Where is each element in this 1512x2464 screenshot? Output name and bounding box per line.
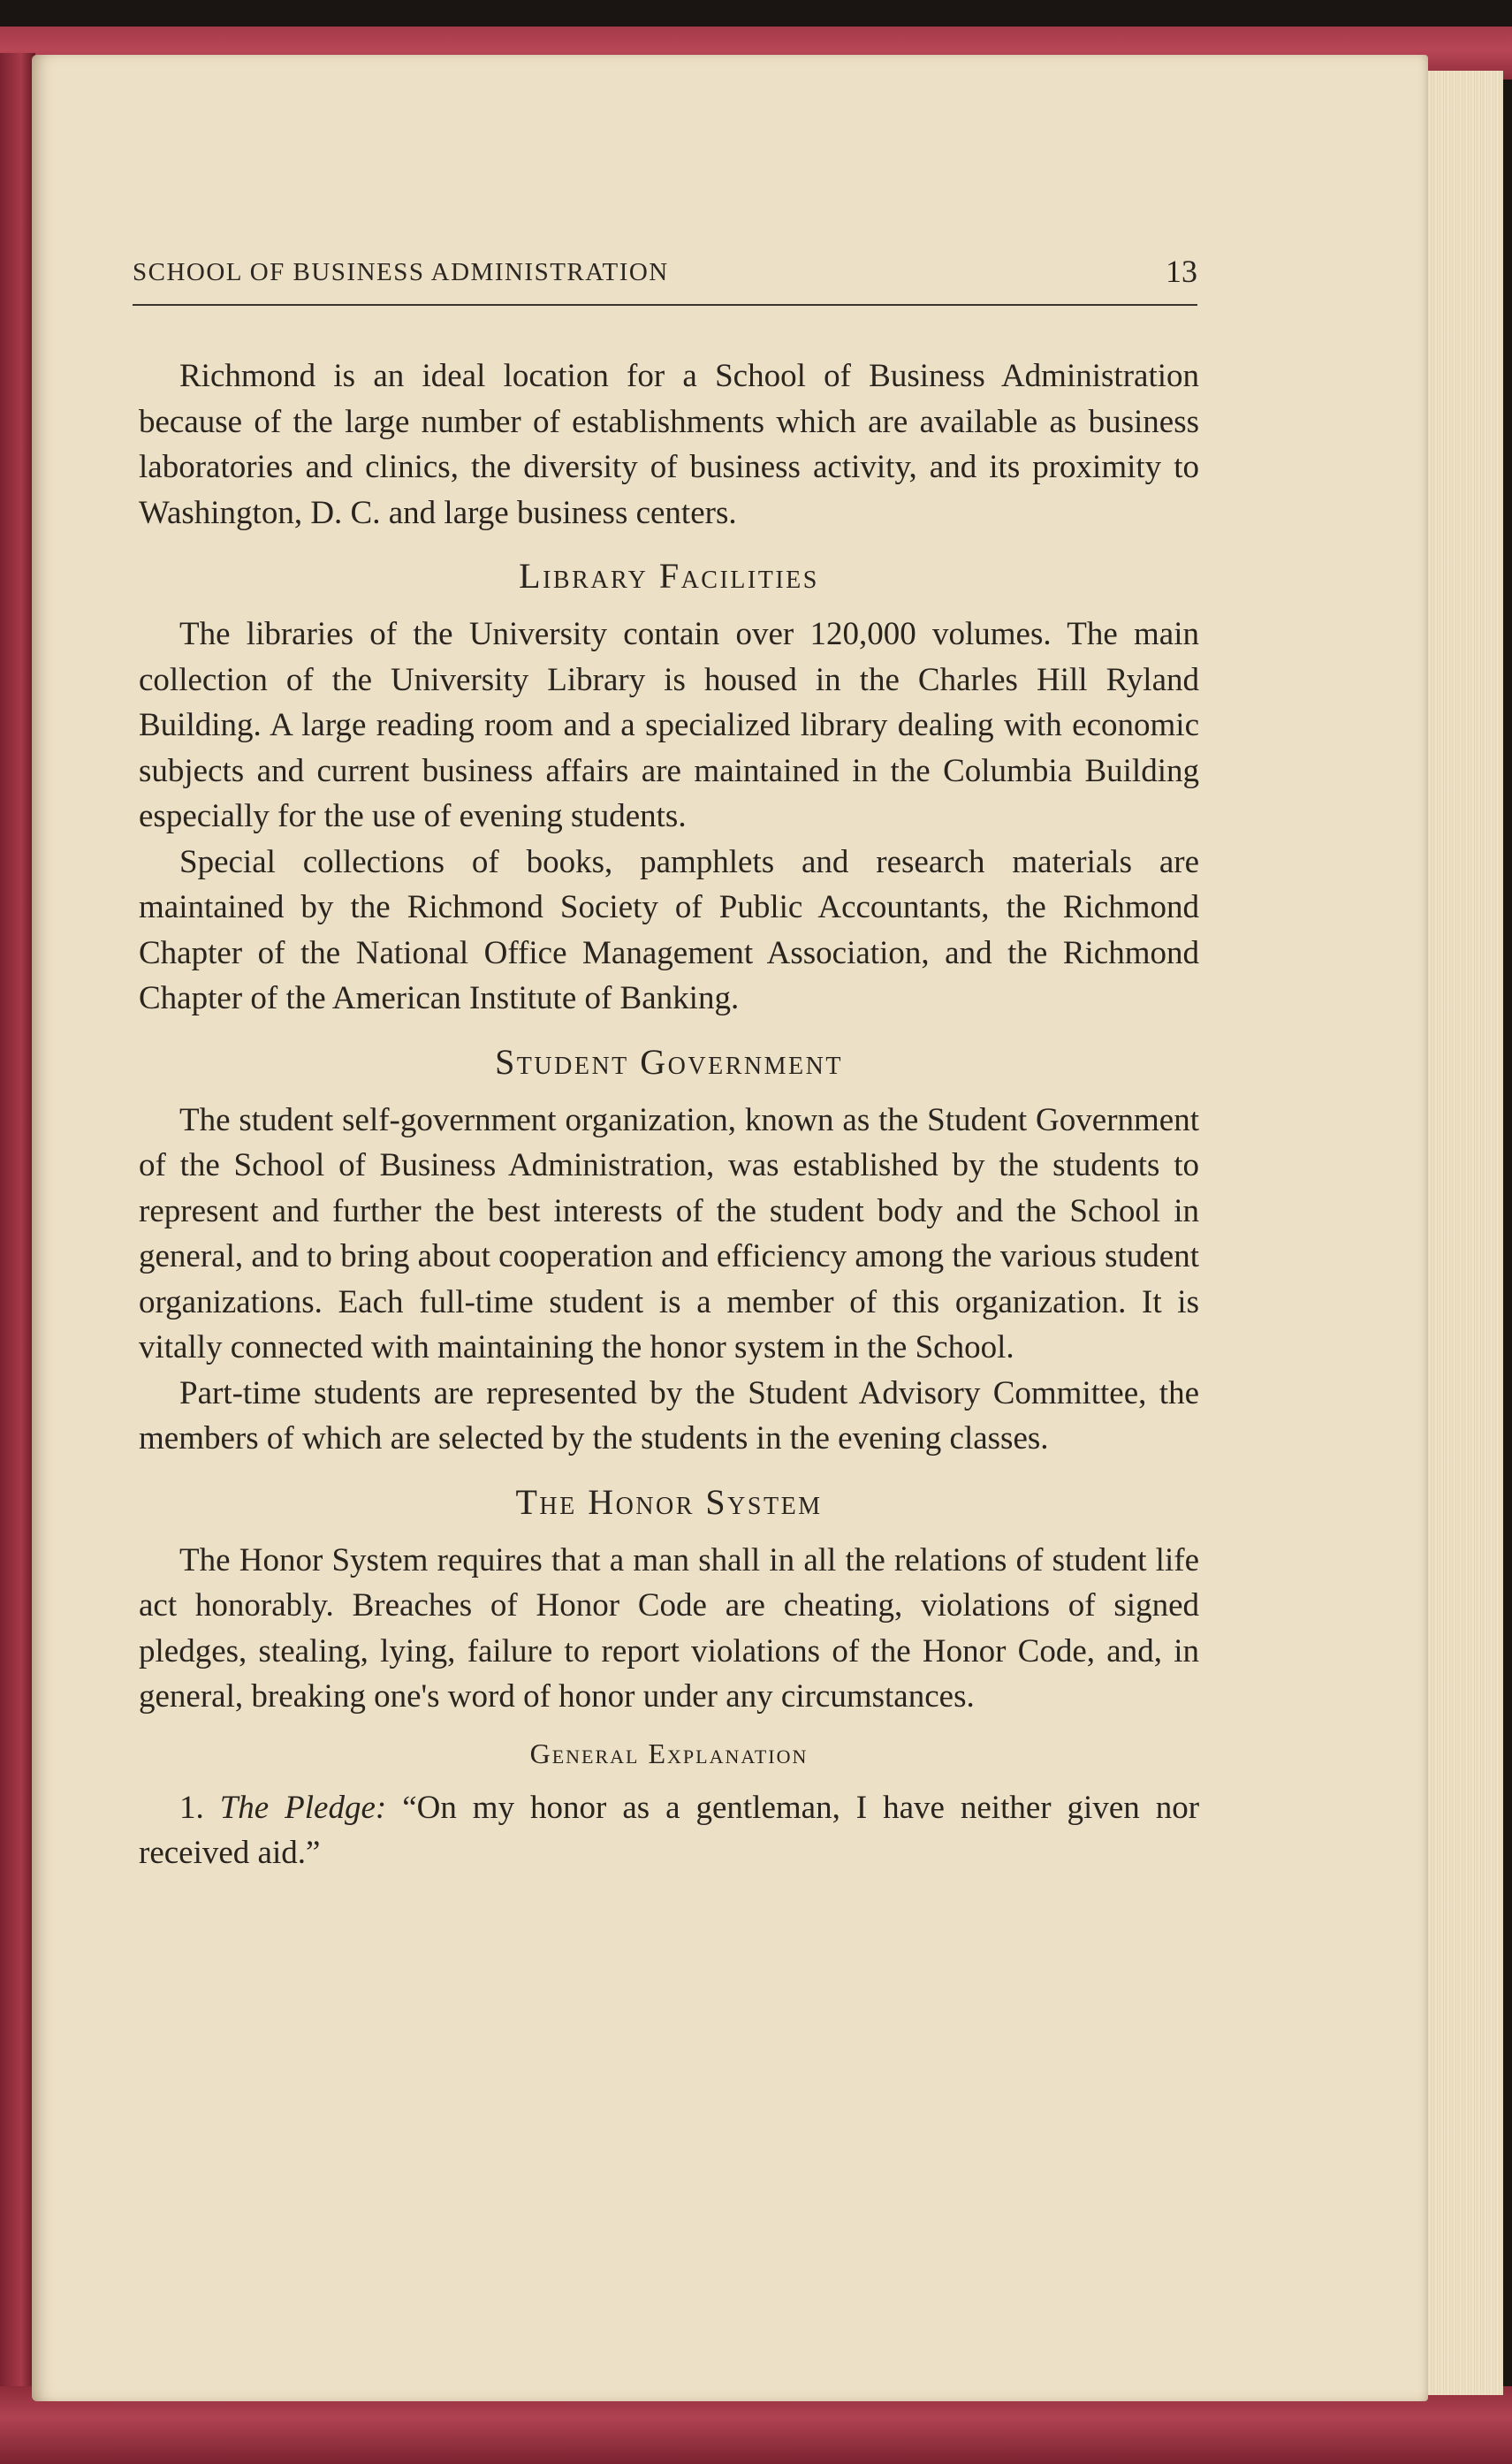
government-paragraph-2: Part-time students are represented by the Student Advisory Committee, the members of which are selected by the students in the evening classes.: [139, 1374, 1199, 1456]
general-explanation-heading: General Explanation: [529, 1737, 809, 1769]
pledge-item: [139, 1785, 1199, 1876]
page-stack-edges: [1425, 71, 1503, 2395]
page-body: [139, 354, 1199, 1876]
running-head: SCHOOL OF BUSINESS ADMINISTRATION: [133, 258, 669, 286]
library-facilities-heading: Library Facilities: [519, 556, 819, 596]
page-header: [133, 254, 1197, 302]
page-number: 13: [1166, 254, 1197, 289]
government-paragraph-1: The student self-government organization, known as the Student Government of the School of Business Administration, was established by the students to represent and further the best interests of the student body and the School in general, and to bring about cooperation and efficiency among the various student organizations. Each full-time student is a member of this organization. It is vitally connected with maintaining the honor system in the School.: [139, 1101, 1199, 1365]
honor-paragraph-1: The Honor System requires that a man shall in all the relations of student life act honorably. Breaches of Honor Code are cheating, violations of signed pledges, stealing, lying, failure to report violations of the Honor Code, and, in general, breaking one's word of honor under any circumstances.: [139, 1541, 1199, 1715]
intro-paragraph: Richmond is an ideal location for a School of Business Administration because of the large number of establishments which are available as business laboratories and clinics, the diversity of business activity, and its proximity to Washington, D. C. and large business centers.: [139, 358, 1199, 531]
pledge-item-text: “On my honor as a gentleman, I have neither given nor received aid.”: [139, 1789, 1200, 1871]
header-rule: [133, 304, 1197, 306]
honor-system-heading: The Honor System: [515, 1481, 823, 1522]
book-cover-left-edge: [0, 53, 35, 2422]
student-government-heading: Student Government: [495, 1041, 843, 1082]
pledge-item-number: 1.: [179, 1789, 204, 1826]
library-paragraph-1: The libraries of the University contain over 120,000 volumes. The main collection of the University Library is housed in the Charles Hill Ryland Building. A large reading room and a specialized library dealing with economic subjects and current business affairs are maintained in the Columbia Building especially for the use of evening students.: [139, 616, 1199, 834]
pledge-item-title: The Pledge:: [219, 1789, 387, 1826]
library-paragraph-2: Special collections of books, pamphlets and research materials are maintained by the Richmond Society of Public Accountants, the Richmond Chapter of the National Office Management Association, and the Richmond Chapter of the American Institute of Banking.: [139, 843, 1199, 1016]
